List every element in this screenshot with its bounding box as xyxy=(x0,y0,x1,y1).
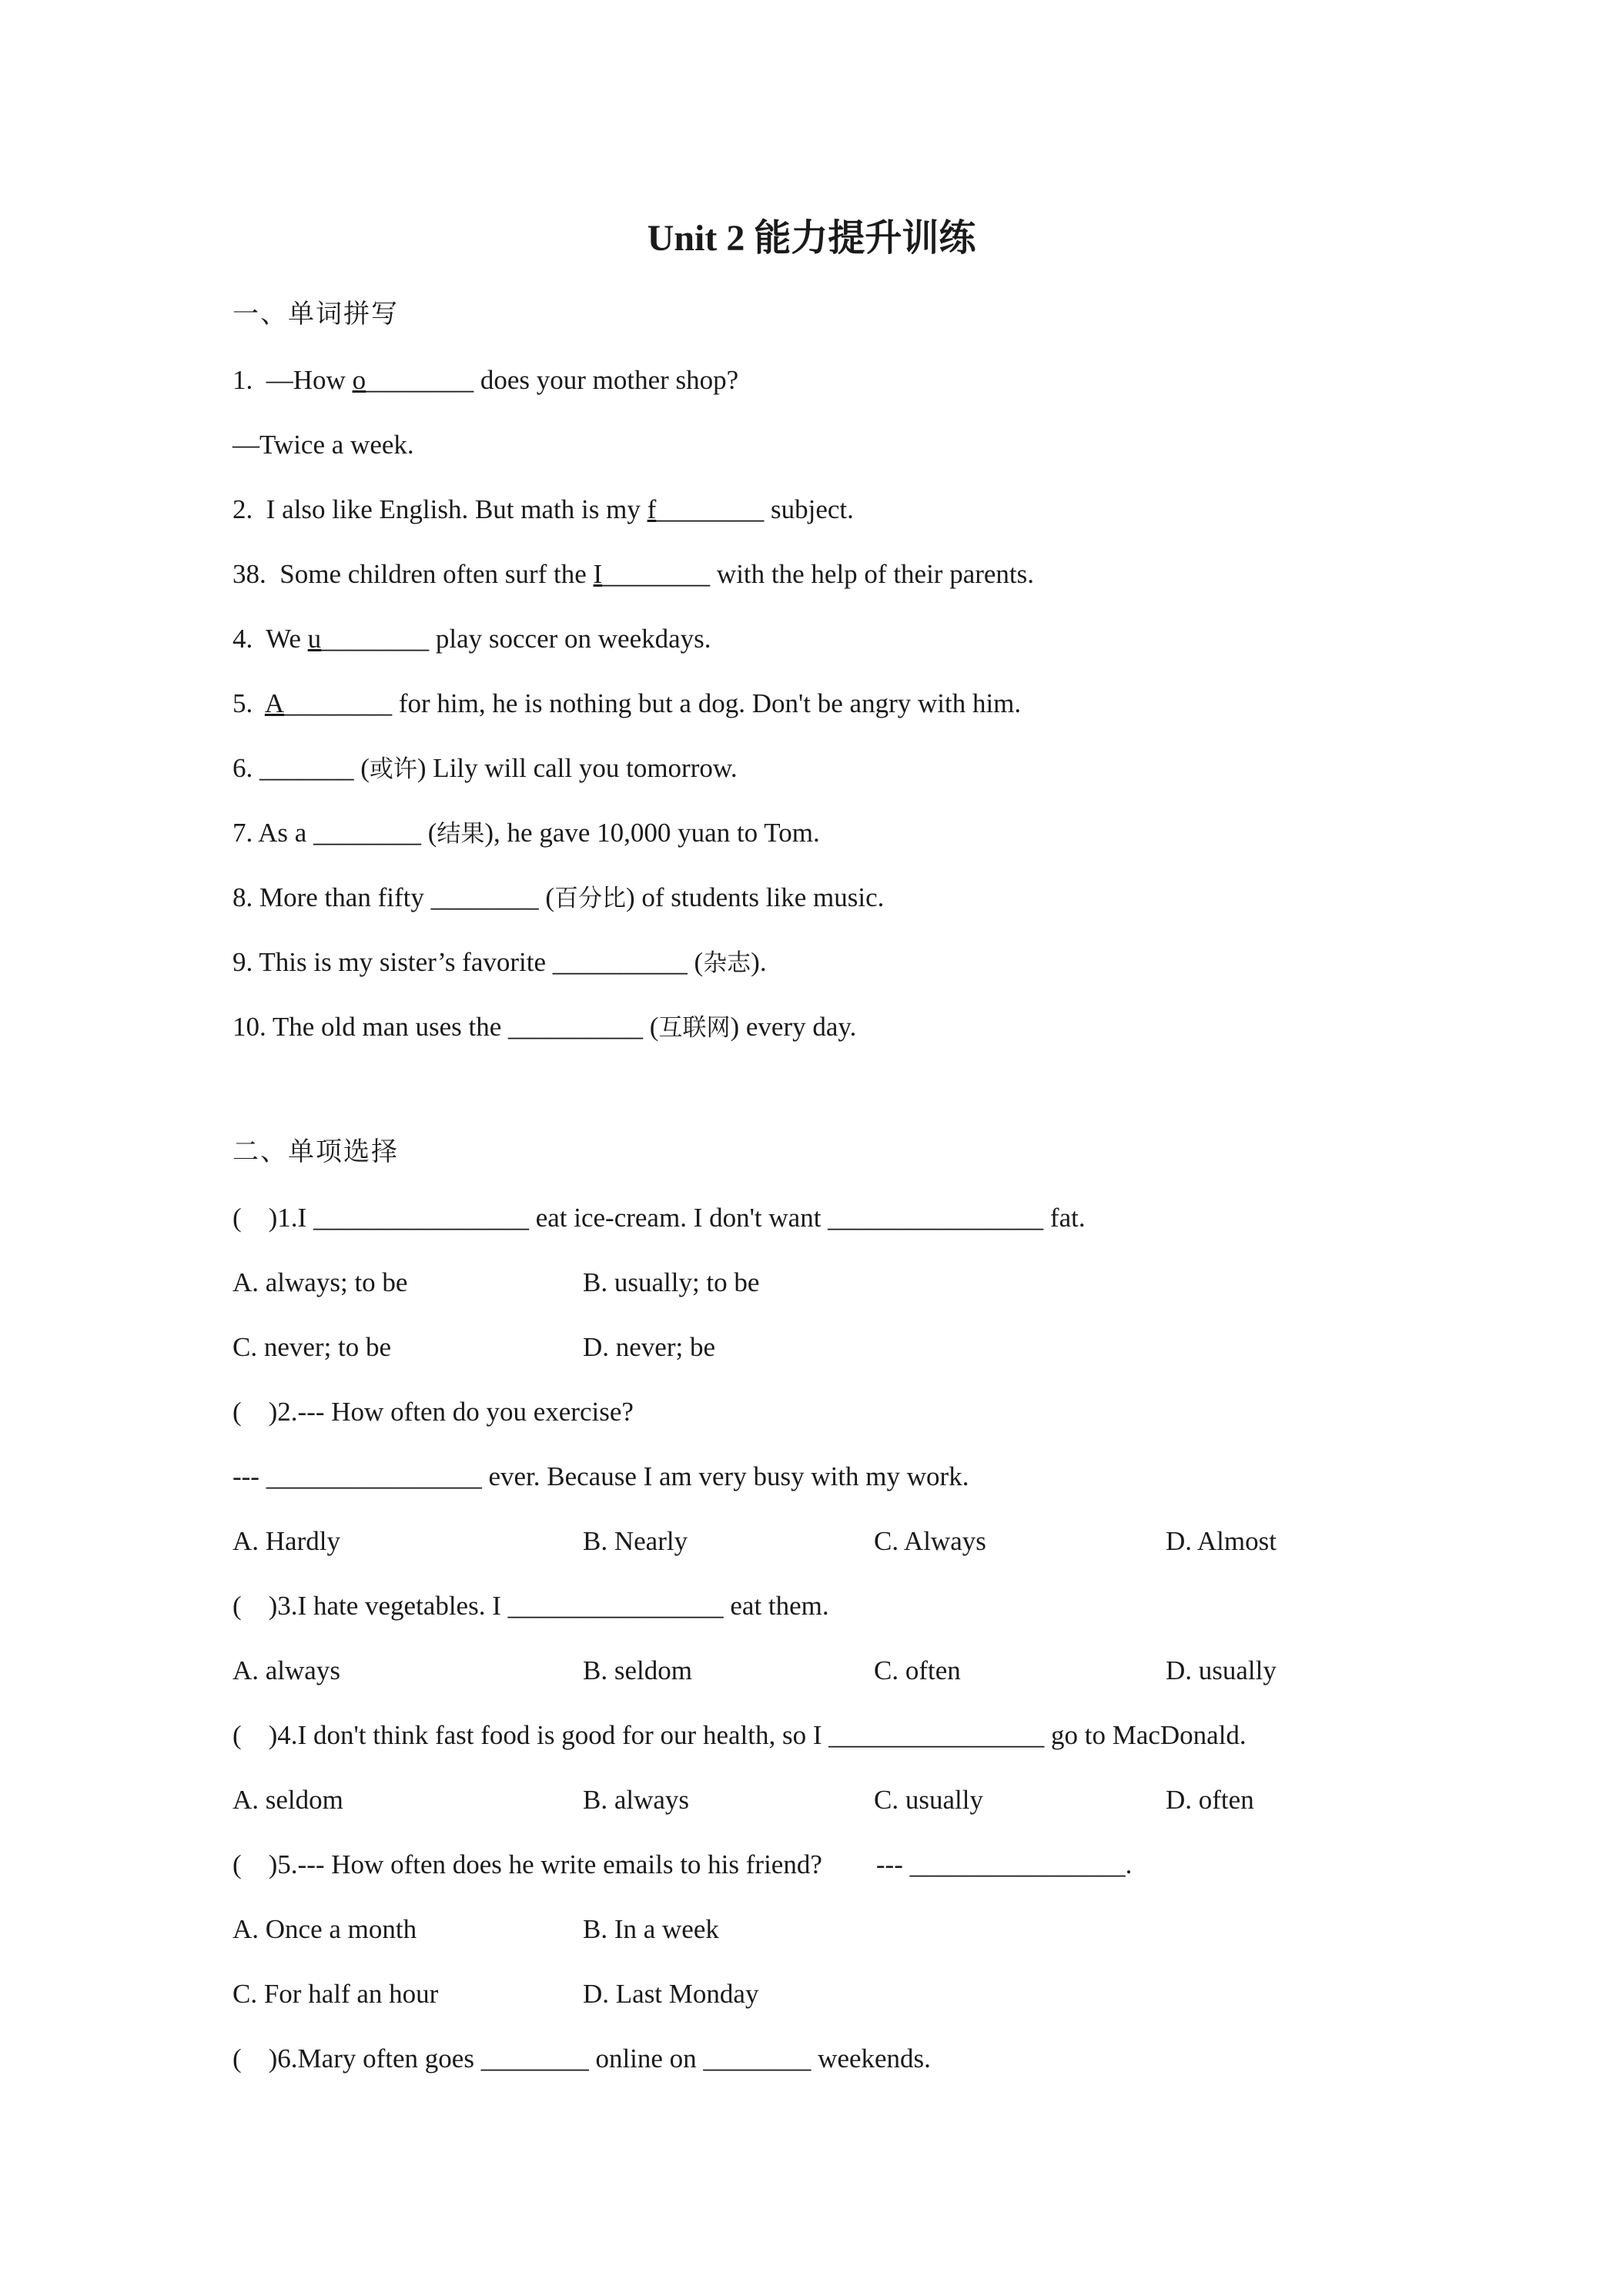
choice-1-option-a: A. always; to be xyxy=(233,1267,408,1297)
choice-2-option-d: D. Almost xyxy=(1166,1526,1277,1556)
choice-3-option-a: A. always xyxy=(233,1655,340,1685)
choice-5-option-c: C. For half an hour xyxy=(233,1979,439,2009)
choice-question-6: ( )6.Mary often goes ________ online on ________ weekends. xyxy=(233,2043,931,2073)
choice-3-option-d: D. usually xyxy=(1166,1655,1277,1685)
choice-3-option-c: C. often xyxy=(874,1655,961,1685)
question-3: 38. Some children often surf the I________ with the help of their parents. xyxy=(233,559,1035,589)
question-1: 1. —How o________ does your mother shop? xyxy=(233,365,739,395)
choice-4-option-d: D. often xyxy=(1166,1785,1254,1815)
choice-3-option-b: B. seldom xyxy=(583,1655,692,1685)
choice-1-option-d: D. never; be xyxy=(583,1332,716,1362)
question-5: 5. A________ for him, he is nothing but a dog. Don't be angry with him. xyxy=(233,688,1022,718)
question-4: 4. We u________ play soccer on weekdays. xyxy=(233,624,711,654)
choice-4-option-c: C. usually xyxy=(874,1785,983,1815)
choice-1-option-c: C. never; to be xyxy=(233,1332,392,1362)
choice-question-1: ( )1.I ________________ eat ice-cream. I don't want ________________ fat. xyxy=(233,1203,1086,1233)
choice-2-option-b: B. Nearly xyxy=(583,1526,688,1556)
choice-question-5: ( )5.--- How often does he write emails to his friend? --- ________________. xyxy=(233,1849,1133,1879)
choice-question-2: ( )2.--- How often do you exercise? xyxy=(233,1397,634,1427)
question-9: 9. This is my sister’s favorite __________ (杂志). xyxy=(233,947,767,977)
section-heading-choice: 二、单项选择 xyxy=(233,1136,399,1167)
choice-2-option-a: A. Hardly xyxy=(233,1526,340,1556)
choice-question-4: ( )4.I don't think fast food is good for our health, so I ________________ go to MacDonald. xyxy=(233,1720,1247,1750)
choice-5-option-a: A. Once a month xyxy=(233,1914,417,1944)
choice-5-option-d: D. Last Monday xyxy=(583,1979,759,2009)
choice-2-option-c: C. Always xyxy=(874,1526,986,1556)
question-6: 6. _______ (或许) Lily will call you tomorrow. xyxy=(233,753,738,783)
question-8: 8. More than fifty ________ (百分比) of students like music. xyxy=(233,882,885,912)
section-heading-spelling: 一、单词拼写 xyxy=(233,299,399,330)
question-2: 2. I also like English. But math is my f________ subject. xyxy=(233,494,854,524)
question-1-answer: —Twice a week. xyxy=(233,430,414,460)
question-10: 10. The old man uses the __________ (互联网) every day. xyxy=(233,1012,857,1042)
choice-1-option-b: B. usually; to be xyxy=(583,1267,760,1297)
choice-4-option-a: A. seldom xyxy=(233,1785,343,1815)
choice-question-2-line2: --- ________________ ever. Because I am very busy with my work. xyxy=(233,1461,969,1491)
choice-5-option-b: B. In a week xyxy=(583,1914,719,1944)
question-7: 7. As a ________ (结果), he gave 10,000 yuan to Tom. xyxy=(233,818,820,848)
choice-4-option-b: B. always xyxy=(583,1785,690,1815)
page-title: Unit 2 能力提升训练 xyxy=(647,218,976,259)
choice-question-3: ( )3.I hate vegetables. I ________________ eat them. xyxy=(233,1591,829,1621)
